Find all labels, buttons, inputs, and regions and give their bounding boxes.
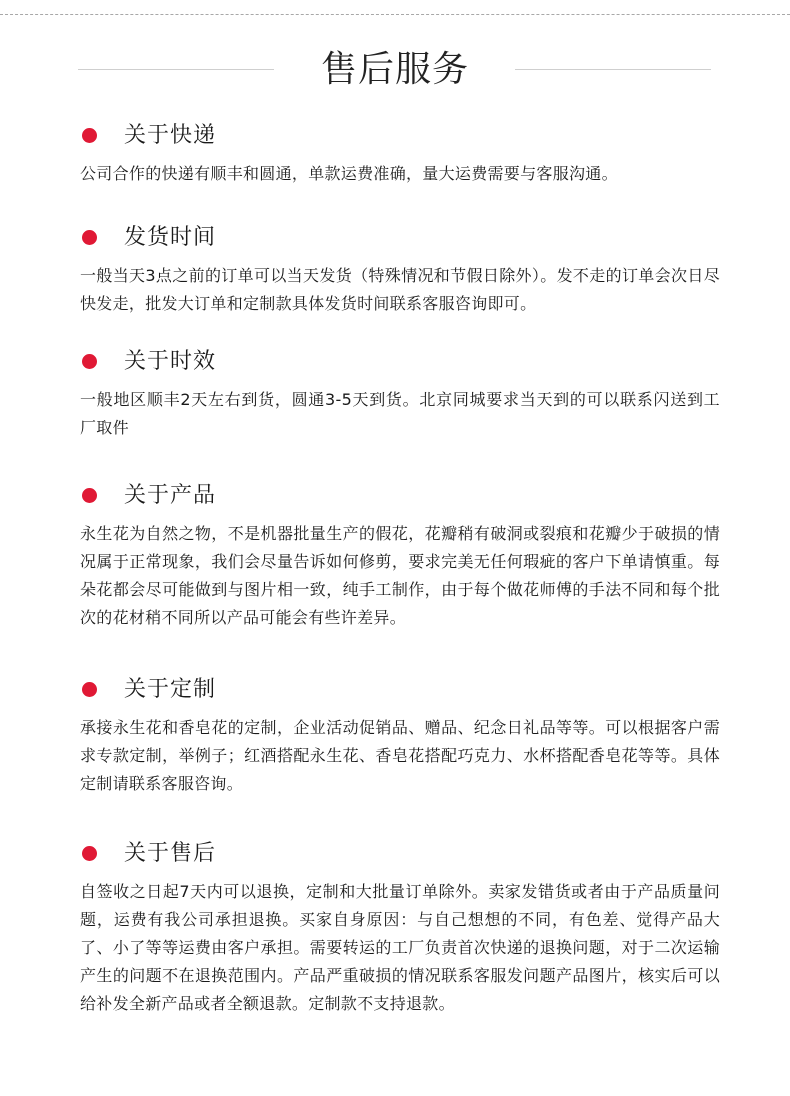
section-body: 公司合作的快递有顺丰和圆通，单款运费准确，量大运费需要与客服沟通。 (80, 164, 618, 183)
section-product (80, 480, 720, 632)
section-head (80, 674, 720, 706)
bullet-dot-icon (82, 682, 97, 697)
section-head (80, 346, 720, 378)
section-heading: 关于定制 (124, 677, 217, 702)
bullet-dot-icon (82, 128, 97, 143)
section-head (80, 838, 720, 870)
section-express (80, 120, 720, 188)
section-body: 自签收之日起7天内可以退换，定制和大批量订单除外。卖家发错货或者由于产品质量问题，运费有我公司承担退换。买家自身原因：与自己想想的不同，有色差、觉得产品大了、小了等等运费由客户承担。需要转运的工厂负责首次快递的退换问题，对于二次运输产生的问题不在退换范围内。产品严重破损的情况联系客服发问题产品图片，核实后可以给补发全新产品或者全额退款。定制款不支持退款。 (80, 882, 720, 1013)
section-heading: 发货时间 (124, 225, 217, 250)
page-title: 售后服务 (320, 49, 469, 90)
bullet-dot-icon (82, 846, 97, 861)
section-customization (80, 674, 720, 798)
bullet-dot-icon (82, 230, 97, 245)
section-head (80, 480, 720, 512)
section-heading: 关于售后 (124, 841, 217, 866)
section-heading: 关于产品 (124, 483, 217, 508)
top-dashed-divider (0, 14, 790, 15)
section-delivery-time (80, 346, 720, 442)
bullet-dot-icon (82, 488, 97, 503)
section-shipping-time (80, 222, 720, 318)
section-heading: 关于时效 (124, 349, 217, 374)
page-header (0, 44, 790, 100)
section-after-sales (80, 838, 720, 1018)
section-body: 一般当天3点之前的订单可以当天发货（特殊情况和节假日除外）。发不走的订单会次日尽快发走，批发大订单和定制款具体发货时间联系客服咨询即可。 (80, 266, 720, 313)
section-body: 永生花为自然之物，不是机器批量生产的假花，花瓣稍有破洞或裂痕和花瓣少于破损的情况属于正常现象，我们会尽量告诉如何修剪，要求完美无任何瑕疵的客户下单请慎重。每朵花都会尽可能做到与图片相一致，纯手工制作，由于每个做花师傅的手法不同和每个批次的花材稍不同所以产品可能会有些许差异。 (80, 524, 720, 627)
section-body: 一般地区顺丰2天左右到货，圆通3-5天到货。北京同城要求当天到的可以联系闪送到工厂取件 (80, 390, 720, 437)
section-head (80, 120, 720, 152)
section-head (80, 222, 720, 254)
bullet-dot-icon (82, 354, 97, 369)
header-rule-right (515, 69, 711, 70)
section-heading: 关于快递 (124, 123, 217, 148)
section-body: 承接永生花和香皂花的定制，企业活动促销品、赠品、纪念日礼品等等。可以根据客户需求专款定制，举例子；红酒搭配永生花、香皂花搭配巧克力、水杯搭配香皂花等等。具体定制请联系客服咨询。 (80, 718, 720, 793)
